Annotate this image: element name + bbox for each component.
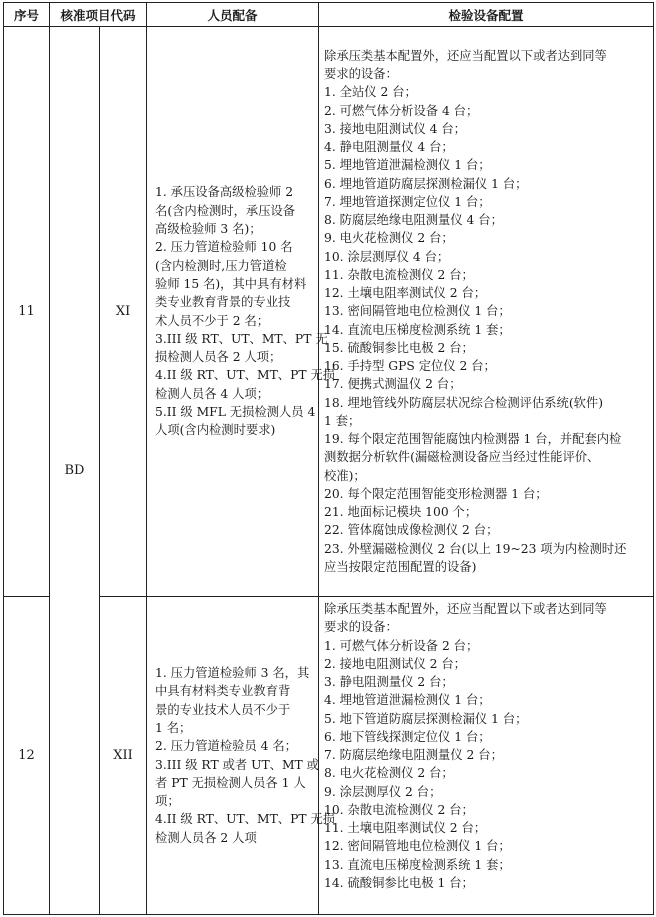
personnel-lines bbox=[155, 664, 336, 847]
row-sub-code: XII bbox=[100, 597, 147, 915]
text-line: 14. 直流电压梯度检测系统 1 套； bbox=[324, 322, 511, 337]
text-line: 者 PT 无损检测人员各 1 人 bbox=[155, 775, 306, 790]
equipment-cell bbox=[319, 597, 654, 915]
text-line: 人项(含内检测时要求) bbox=[155, 423, 276, 438]
text-line: 16. 手持型 GPS 定位仪 2 台； bbox=[324, 359, 496, 374]
text-line: 验师 15 名)，其中具有材料 bbox=[155, 276, 307, 291]
text-line: 5.II 级 MFL 无损检测人员 4 bbox=[155, 404, 316, 419]
text-line: 14. 硫酸铜参比电极 1 台； bbox=[324, 875, 474, 890]
text-line: 13. 密间隔管地电位检测仪 1 台； bbox=[324, 304, 511, 319]
text-line: 15. 硫酸铜参比电极 2 台； bbox=[324, 340, 474, 355]
text-line: 4.II 级 RT、UT、MT、PT 无损 bbox=[155, 368, 336, 383]
text-line: 7. 防腐层绝缘电阻测量仪 2 台； bbox=[324, 748, 503, 762]
text-line: 5. 地下管道防腐层探测检漏仪 1 台； bbox=[324, 711, 528, 726]
text-line: 2. 可燃气体分析设备 4 台； bbox=[324, 103, 479, 118]
text-line: 23. 外壁漏磁检测仪 2 台(以上 19~23 项为内检测时还 bbox=[324, 541, 627, 556]
text-line: 2. 接地电阻测试仪 2 台； bbox=[324, 656, 466, 671]
header-personnel: 人员配备 bbox=[147, 3, 319, 27]
text-line: 4. 埋地管道泄漏检测仪 1 台； bbox=[324, 693, 491, 708]
text-line: 8. 电火花检测仪 2 台； bbox=[324, 766, 454, 781]
text-line: 要求的设备： bbox=[324, 620, 398, 635]
text-line: 3. 静电阻测量仪 2 台； bbox=[324, 675, 454, 689]
header-row bbox=[4, 3, 654, 27]
text-line: 3.III 级 RT、UT、MT、PT 无 bbox=[155, 331, 328, 346]
text-line: 1. 压力管道检验师 3 名，其 bbox=[155, 666, 310, 681]
text-line: 名(含内检测时，承压设备 bbox=[155, 203, 296, 218]
row-seq: 11 bbox=[4, 27, 50, 597]
text-line: 1. 全站仪 2 台； bbox=[324, 85, 417, 100]
equipment-lines bbox=[324, 600, 647, 892]
text-line: 1. 可燃气体分析设备 2 台； bbox=[324, 638, 479, 653]
text-line: 18. 埋地管线外防腐层状况综合检测评估系统(软件) bbox=[324, 395, 604, 410]
text-line: 3.III 级 RT 或者 UT、MT 或 bbox=[155, 757, 319, 772]
text-line: 17. 便携式测温仪 2 台； bbox=[324, 377, 462, 392]
text-line: 13. 直流电压梯度检测系统 1 套； bbox=[324, 857, 511, 872]
text-line: 校准)； bbox=[324, 468, 366, 483]
equipment-cell bbox=[319, 27, 654, 597]
text-line: 除承压类基本配置外，还应当配置以下或者达到同等 bbox=[324, 48, 607, 63]
personnel-lines bbox=[155, 183, 336, 439]
text-line: 7. 埋地管道探测定位仪 1 台； bbox=[324, 194, 491, 209]
text-line: 10. 杂散电流检测仪 2 台； bbox=[324, 802, 474, 817]
text-line: 检测人员各 4 人项； bbox=[155, 386, 270, 401]
text-line: 6. 埋地管道防腐层探测检漏仪 1 台； bbox=[324, 176, 528, 191]
text-line: 10. 涂层测厚仪 4 台； bbox=[324, 249, 450, 264]
text-line: 损检测人员各 2 人项； bbox=[155, 350, 282, 365]
text-line: 9. 涂层测厚仪 2 台； bbox=[324, 784, 442, 799]
equipment-lines bbox=[324, 47, 647, 576]
text-line: 4. 静电阻测量仪 4 台； bbox=[324, 140, 454, 155]
header-seq: 序号 bbox=[4, 3, 50, 27]
table-row bbox=[4, 27, 654, 597]
group-code: BD bbox=[50, 27, 100, 915]
text-line: 19. 每个限定范围智能腐蚀内检测器 1 台，并配套内检 bbox=[324, 432, 622, 447]
header-code: 核准项目代码 bbox=[50, 3, 147, 27]
text-line: 除承压类基本配置外，还应当配置以下或者达到同等 bbox=[324, 602, 607, 616]
text-line: 11. 杂散电流检测仪 2 台； bbox=[324, 267, 474, 282]
equipment-requirements-table bbox=[3, 2, 654, 915]
text-line: 项； bbox=[155, 794, 180, 809]
text-line: 12. 密间隔管地电位检测仪 1 台； bbox=[324, 839, 511, 854]
text-line: 12. 土壤电阻率测试仪 2 台； bbox=[324, 286, 487, 301]
table-row bbox=[4, 597, 654, 915]
personnel-cell bbox=[147, 27, 336, 597]
text-line: 8. 防腐层绝缘电阻测量仪 4 台； bbox=[324, 213, 503, 228]
text-line: (含内检测时,压力管道检 bbox=[155, 258, 287, 273]
text-line: 景的专业技术人员不少于 bbox=[155, 702, 291, 717]
text-line: 6. 地下管线探测定位仪 1 台； bbox=[324, 729, 491, 744]
text-line: 应当按限定范围配置的设备) bbox=[324, 559, 477, 574]
row-seq: 12 bbox=[4, 597, 50, 915]
text-line: 22. 管体腐蚀成像检测仪 2 台； bbox=[324, 523, 499, 538]
text-line: 3. 接地电阻测试仪 4 台； bbox=[324, 121, 466, 136]
text-line: 要求的设备： bbox=[324, 67, 398, 82]
text-line: 类专业教育背景的专业技 bbox=[155, 295, 291, 310]
text-line: 术人员不少于 2 名； bbox=[155, 313, 270, 328]
text-line: 21. 地面标记模块 100 个； bbox=[324, 505, 478, 520]
text-line: 5. 埋地管道泄漏检测仪 1 台； bbox=[324, 158, 491, 173]
text-line: 1. 承压设备高级检验师 2 bbox=[155, 185, 294, 200]
text-line: 20. 每个限定范围智能变形检测器 1 台； bbox=[324, 486, 548, 501]
text-line: 高级检验师 3 名)； bbox=[155, 222, 262, 237]
text-line: 11. 土壤电阻率测试仪 2 台； bbox=[324, 821, 487, 835]
text-line: 1 名； bbox=[155, 720, 192, 735]
personnel-cell bbox=[147, 597, 336, 915]
text-line: 测数据分析软件(漏磁检测设备应当经过性能评价、 bbox=[324, 450, 600, 465]
text-line: 1 套； bbox=[324, 413, 361, 428]
text-line: 4.II 级 RT、UT、MT、PT 无损 bbox=[155, 812, 336, 827]
text-line: 检测人员各 2 人项 bbox=[155, 830, 257, 845]
row-sub-code: XI bbox=[100, 27, 147, 597]
text-line: 2. 压力管道检验员 4 名； bbox=[155, 739, 297, 754]
text-line: 中具有材料类专业教育背 bbox=[155, 684, 291, 699]
text-line: 9. 电火花检测仪 2 台； bbox=[324, 231, 454, 246]
text-line: 2. 压力管道检验师 10 名 bbox=[155, 240, 293, 255]
header-equipment: 检验设备配置 bbox=[319, 3, 654, 27]
